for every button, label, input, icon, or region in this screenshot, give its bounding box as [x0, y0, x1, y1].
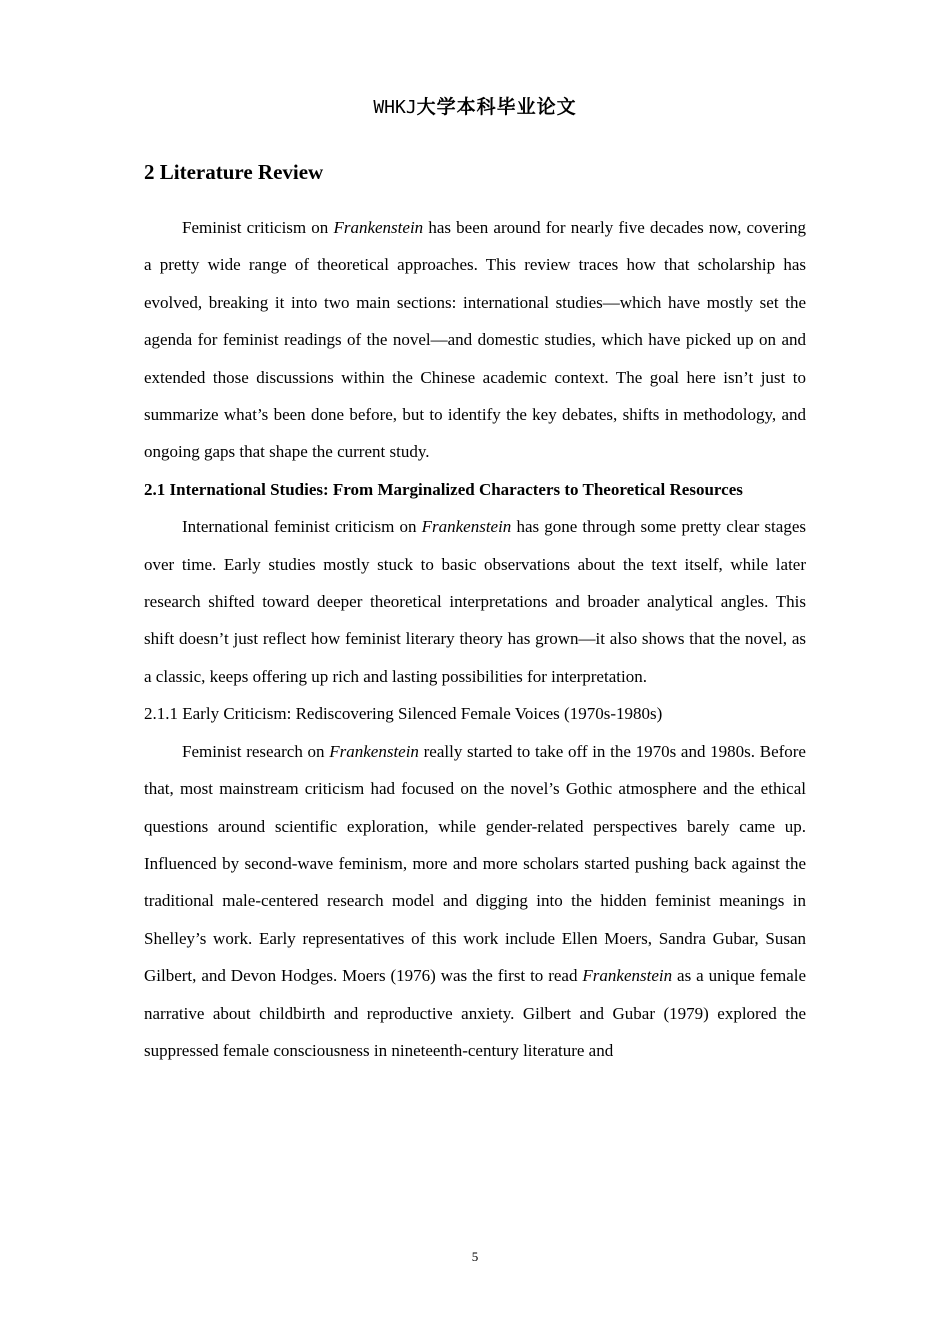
section-heading-2-1: 2.1 International Studies: From Marginalized Characters to Theoretical Resources [144, 479, 743, 499]
italic-title: Frankenstein [421, 517, 512, 537]
subsection-2-1-1-paragraph [144, 733, 806, 1070]
page-number: 5 [471, 1249, 479, 1264]
italic-title: Frankenstein [582, 966, 673, 986]
text-run: has been around for nearly five decades now, covering a pretty wide range of theoretical approaches. This review traces how that scholarship has evolved, breaking it into two main sections: international studies—which have mostly set the agenda for feminist readings of the novel—and domestic studies, which have picked up on and extended those discussions within the Chinese academic context. The goal here isn’t just to summarize what’s been done before, but to identify the key debates, shifts in methodology, and ongoing gaps that shape the current study. [144, 218, 806, 462]
running-header [0, 94, 950, 121]
chapter-title: 2 Literature Review [144, 160, 324, 184]
text-run: has gone through some pretty clear stages over time. Early studies mostly stuck to basic observations about the text itself, while later research shifted toward deeper theoretical interpretations and broader analytical angles. This shift doesn’t just reflect how feminist literary theory has grown—it also shows that the novel, as a classic, keeps offering up rich and lasting possibilities for interpretation. [144, 517, 806, 686]
text-run: Feminist research on [182, 741, 330, 761]
italic-title: Frankenstein [333, 218, 424, 237]
spacer [144, 191, 806, 209]
text-run: as a unique female narrative about childbirth and reproductive anxiety. Gilbert and Gubar (1979) explored the suppressed female consciousness in nineteenth-century literature and [144, 966, 807, 1060]
text-run: Feminist criticism on [182, 218, 334, 237]
intro-paragraph [144, 209, 806, 471]
header-latin-text: WHKJ [373, 97, 417, 118]
page-body [144, 153, 806, 1069]
header-cjk-text: 大学本科毕业论文 [416, 96, 577, 118]
italic-title: Frankenstein [329, 741, 419, 761]
text-run: International feminist criticism on [182, 517, 422, 537]
subsection-heading-2-1-1: 2.1.1 Early Criticism: Rediscovering Silenced Female Voices (1970s-1980s) [144, 704, 663, 724]
text-run: really started to take off in the 1970s and 1980s. Before that, most mainstream criticism had focused on the novel’s Gothic atmosphere and the ethical questions around scientific exploration, while gender-related perspectives barely came up. Influenced by second-wave feminism, more and more scholars started pushing back against the traditional male-centered research model and digging into the hidden feminist meanings in Shelley’s work. Early representatives of this work include Ellen Moers, Sandra Gubar, Susan Gilbert, and Devon Hodges. Moers (1976) was the first to read [144, 741, 806, 986]
section-2-1-paragraph [144, 508, 806, 695]
